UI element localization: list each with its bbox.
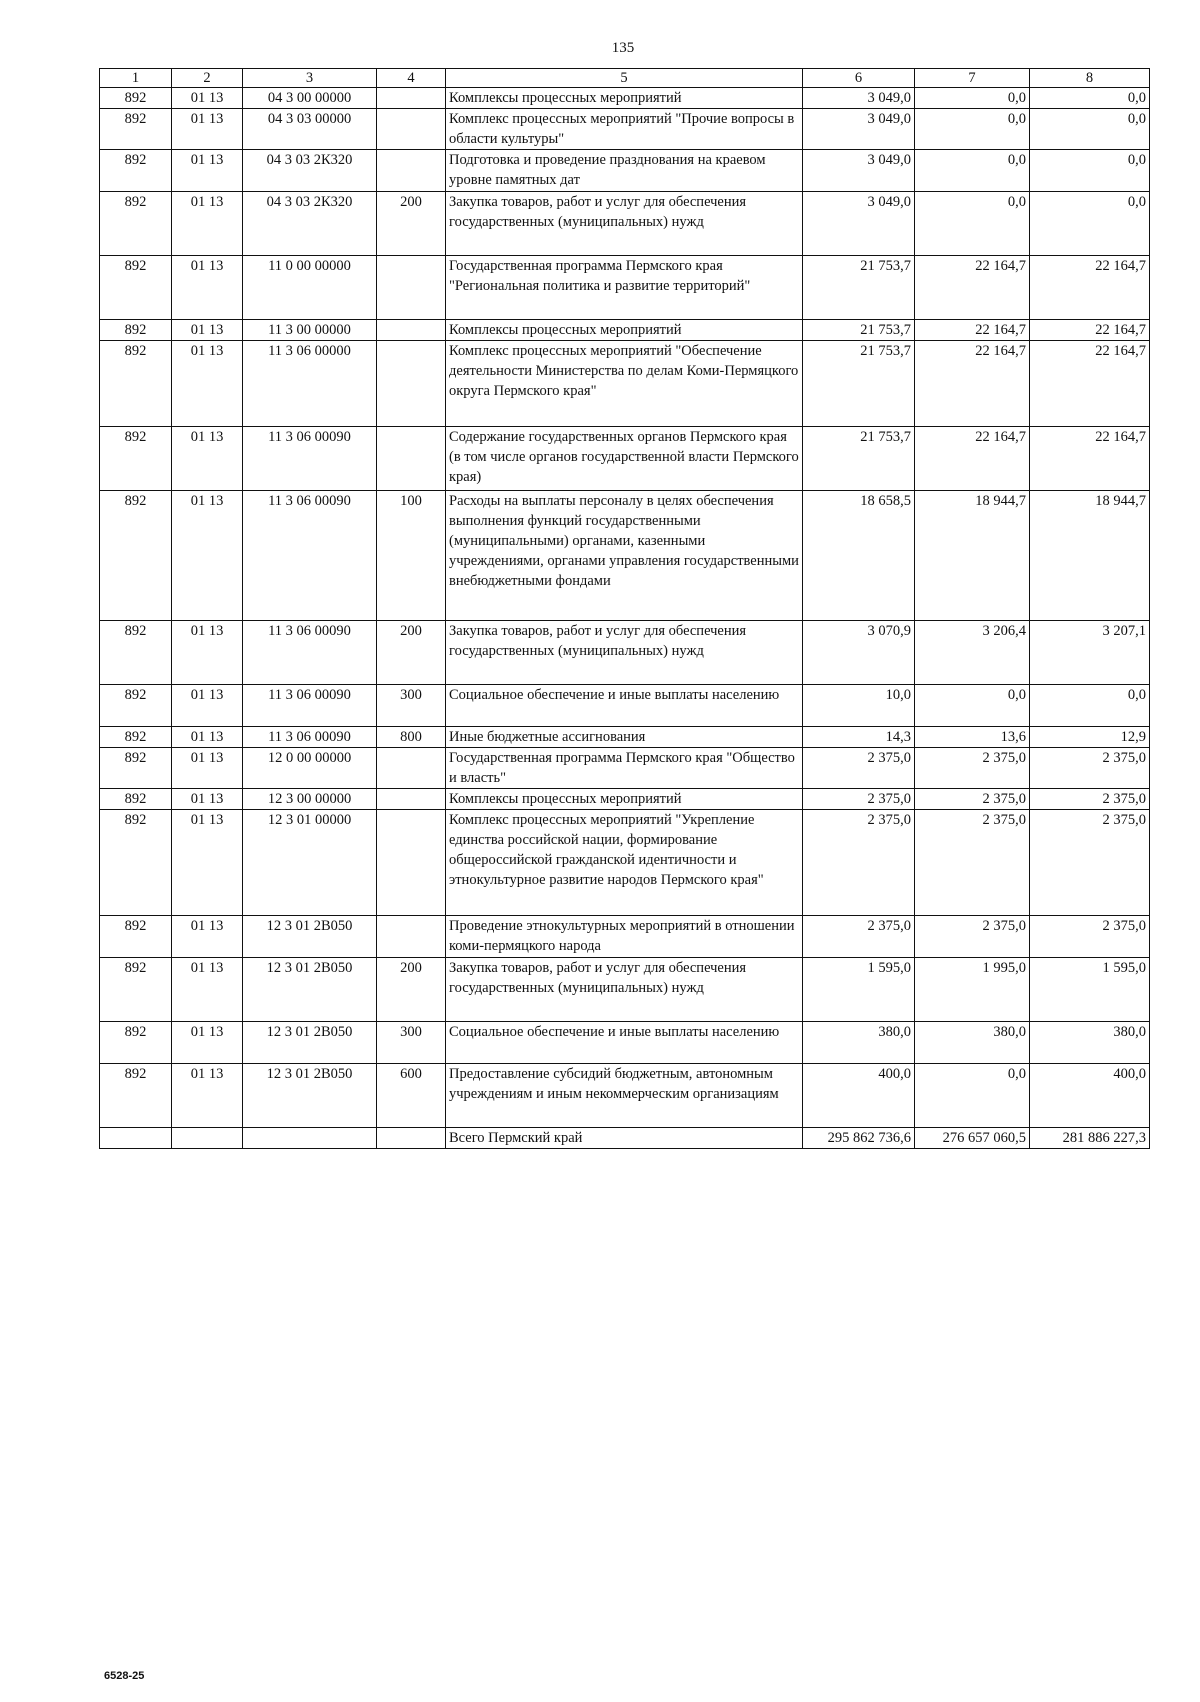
cell-value-6: 14,3 bbox=[803, 727, 915, 748]
cell-name: Комплексы процессных мероприятий bbox=[446, 88, 803, 109]
cell-value-8: 3 207,1 bbox=[1030, 621, 1150, 685]
cell-admin-code: 892 bbox=[100, 150, 172, 192]
table-row bbox=[100, 341, 1150, 427]
cell-value-8: 22 164,7 bbox=[1030, 256, 1150, 320]
cell-name: Расходы на выплаты персоналу в целях обеспечения выполнения функций государственными (муниципальными) органами, казенными учреждениями, органами управления государственными внебюджетными фондами bbox=[446, 491, 803, 621]
cell-name: Комплекс процессных мероприятий "Укрепление единства российской нации, формирование общероссийской гражданской идентичности и этнокультурное развитие народов Пермского края" bbox=[446, 810, 803, 916]
cell-expense-type: 200 bbox=[377, 621, 446, 685]
document-code: 6528-25 bbox=[104, 1670, 145, 1682]
cell-section-code: 01 13 bbox=[172, 427, 243, 491]
cell-expense-type bbox=[377, 789, 446, 810]
cell-value-6: 1 595,0 bbox=[803, 958, 915, 1022]
cell-value-7: 2 375,0 bbox=[915, 789, 1030, 810]
cell-expense-type: 600 bbox=[377, 1064, 446, 1128]
table-row bbox=[100, 748, 1150, 789]
cell-name: Закупка товаров, работ и услуг для обеспечения государственных (муниципальных) нужд bbox=[446, 192, 803, 256]
cell-value-8: 2 375,0 bbox=[1030, 916, 1150, 958]
cell-value-8: 18 944,7 bbox=[1030, 491, 1150, 621]
cell-value-6: 10,0 bbox=[803, 685, 915, 727]
cell-expense-type bbox=[377, 150, 446, 192]
cell-value-7: 13,6 bbox=[915, 727, 1030, 748]
cell-value-6: 21 753,7 bbox=[803, 427, 915, 491]
table-row bbox=[100, 88, 1150, 109]
cell-value-7: 380,0 bbox=[915, 1022, 1030, 1064]
cell-target-code: 11 3 06 00090 bbox=[243, 685, 377, 727]
total-empty-cell bbox=[377, 1128, 446, 1149]
cell-name: Комплексы процессных мероприятий bbox=[446, 320, 803, 341]
cell-name: Государственная программа Пермского края "Общество и власть" bbox=[446, 748, 803, 789]
table-row bbox=[100, 150, 1150, 192]
cell-value-7: 18 944,7 bbox=[915, 491, 1030, 621]
cell-value-6: 2 375,0 bbox=[803, 810, 915, 916]
cell-value-7: 0,0 bbox=[915, 150, 1030, 192]
cell-expense-type bbox=[377, 341, 446, 427]
table-row bbox=[100, 916, 1150, 958]
cell-name: Подготовка и проведение празднования на краевом уровне памятных дат bbox=[446, 150, 803, 192]
table-row bbox=[100, 958, 1150, 1022]
cell-value-8: 0,0 bbox=[1030, 88, 1150, 109]
cell-value-6: 380,0 bbox=[803, 1022, 915, 1064]
cell-name: Проведение этнокультурных мероприятий в отношении коми-пермяцкого народа bbox=[446, 916, 803, 958]
cell-value-7: 0,0 bbox=[915, 685, 1030, 727]
cell-admin-code: 892 bbox=[100, 88, 172, 109]
cell-expense-type bbox=[377, 320, 446, 341]
page-number: 135 bbox=[611, 40, 635, 56]
table-row bbox=[100, 427, 1150, 491]
cell-section-code: 01 13 bbox=[172, 621, 243, 685]
cell-target-code: 11 3 06 00090 bbox=[243, 491, 377, 621]
header-col-7: 7 bbox=[915, 69, 1030, 88]
cell-section-code: 01 13 bbox=[172, 341, 243, 427]
cell-value-6: 2 375,0 bbox=[803, 748, 915, 789]
cell-section-code: 01 13 bbox=[172, 1022, 243, 1064]
cell-value-7: 0,0 bbox=[915, 192, 1030, 256]
cell-value-8: 22 164,7 bbox=[1030, 320, 1150, 341]
cell-target-code: 12 0 00 00000 bbox=[243, 748, 377, 789]
cell-value-8: 1 595,0 bbox=[1030, 958, 1150, 1022]
table-row bbox=[100, 1022, 1150, 1064]
cell-value-8: 22 164,7 bbox=[1030, 341, 1150, 427]
cell-target-code: 04 3 03 2К320 bbox=[243, 150, 377, 192]
cell-section-code: 01 13 bbox=[172, 958, 243, 1022]
cell-section-code: 01 13 bbox=[172, 88, 243, 109]
cell-target-code: 11 0 00 00000 bbox=[243, 256, 377, 320]
cell-expense-type: 300 bbox=[377, 685, 446, 727]
cell-section-code: 01 13 bbox=[172, 109, 243, 150]
table-row bbox=[100, 810, 1150, 916]
cell-admin-code: 892 bbox=[100, 916, 172, 958]
header-col-1: 1 bbox=[100, 69, 172, 88]
cell-value-6: 21 753,7 bbox=[803, 341, 915, 427]
cell-value-6: 3 049,0 bbox=[803, 88, 915, 109]
cell-value-6: 3 049,0 bbox=[803, 150, 915, 192]
cell-value-6: 3 070,9 bbox=[803, 621, 915, 685]
cell-target-code: 11 3 06 00090 bbox=[243, 621, 377, 685]
cell-value-6: 2 375,0 bbox=[803, 789, 915, 810]
cell-value-6: 3 049,0 bbox=[803, 192, 915, 256]
cell-section-code: 01 13 bbox=[172, 150, 243, 192]
cell-expense-type bbox=[377, 916, 446, 958]
cell-section-code: 01 13 bbox=[172, 1064, 243, 1128]
total-value-8: 281 886 227,3 bbox=[1030, 1128, 1150, 1149]
cell-value-8: 2 375,0 bbox=[1030, 748, 1150, 789]
table-row bbox=[100, 789, 1150, 810]
cell-value-8: 0,0 bbox=[1030, 109, 1150, 150]
header-col-5: 5 bbox=[446, 69, 803, 88]
header-col-2: 2 bbox=[172, 69, 243, 88]
cell-target-code: 12 3 01 2В050 bbox=[243, 1022, 377, 1064]
cell-section-code: 01 13 bbox=[172, 256, 243, 320]
cell-target-code: 12 3 00 00000 bbox=[243, 789, 377, 810]
cell-target-code: 11 3 06 00000 bbox=[243, 341, 377, 427]
cell-admin-code: 892 bbox=[100, 341, 172, 427]
table-row bbox=[100, 1064, 1150, 1128]
cell-value-7: 22 164,7 bbox=[915, 341, 1030, 427]
cell-section-code: 01 13 bbox=[172, 748, 243, 789]
cell-target-code: 12 3 01 2В050 bbox=[243, 1064, 377, 1128]
cell-section-code: 01 13 bbox=[172, 810, 243, 916]
header-row bbox=[100, 69, 1150, 88]
cell-section-code: 01 13 bbox=[172, 192, 243, 256]
cell-admin-code: 892 bbox=[100, 1064, 172, 1128]
cell-section-code: 01 13 bbox=[172, 789, 243, 810]
cell-name: Иные бюджетные ассигнования bbox=[446, 727, 803, 748]
cell-name: Закупка товаров, работ и услуг для обеспечения государственных (муниципальных) нужд bbox=[446, 621, 803, 685]
cell-name: Социальное обеспечение и иные выплаты населению bbox=[446, 685, 803, 727]
cell-name: Комплексы процессных мероприятий bbox=[446, 789, 803, 810]
cell-admin-code: 892 bbox=[100, 621, 172, 685]
cell-section-code: 01 13 bbox=[172, 685, 243, 727]
cell-expense-type bbox=[377, 109, 446, 150]
cell-admin-code: 892 bbox=[100, 1022, 172, 1064]
cell-expense-type bbox=[377, 88, 446, 109]
cell-admin-code: 892 bbox=[100, 685, 172, 727]
cell-value-8: 0,0 bbox=[1030, 685, 1150, 727]
cell-value-6: 21 753,7 bbox=[803, 256, 915, 320]
cell-expense-type: 200 bbox=[377, 192, 446, 256]
cell-value-7: 2 375,0 bbox=[915, 810, 1030, 916]
table-row bbox=[100, 192, 1150, 256]
cell-value-7: 3 206,4 bbox=[915, 621, 1030, 685]
cell-value-8: 2 375,0 bbox=[1030, 789, 1150, 810]
cell-admin-code: 892 bbox=[100, 789, 172, 810]
cell-expense-type: 100 bbox=[377, 491, 446, 621]
cell-admin-code: 892 bbox=[100, 727, 172, 748]
table-row bbox=[100, 256, 1150, 320]
table-row bbox=[100, 491, 1150, 621]
cell-value-7: 22 164,7 bbox=[915, 320, 1030, 341]
total-value-6: 295 862 736,6 bbox=[803, 1128, 915, 1149]
table-row bbox=[100, 109, 1150, 150]
header-col-8: 8 bbox=[1030, 69, 1150, 88]
header-col-4: 4 bbox=[377, 69, 446, 88]
cell-section-code: 01 13 bbox=[172, 320, 243, 341]
cell-name: Социальное обеспечение и иные выплаты населению bbox=[446, 1022, 803, 1064]
cell-value-8: 22 164,7 bbox=[1030, 427, 1150, 491]
cell-admin-code: 892 bbox=[100, 810, 172, 916]
total-empty-cell bbox=[172, 1128, 243, 1149]
cell-value-7: 22 164,7 bbox=[915, 256, 1030, 320]
cell-admin-code: 892 bbox=[100, 427, 172, 491]
cell-admin-code: 892 bbox=[100, 256, 172, 320]
cell-section-code: 01 13 bbox=[172, 916, 243, 958]
cell-value-8: 2 375,0 bbox=[1030, 810, 1150, 916]
table-row bbox=[100, 685, 1150, 727]
total-row bbox=[100, 1128, 1150, 1149]
cell-admin-code: 892 bbox=[100, 320, 172, 341]
header-col-3: 3 bbox=[243, 69, 377, 88]
cell-section-code: 01 13 bbox=[172, 727, 243, 748]
total-empty-cell bbox=[243, 1128, 377, 1149]
cell-value-8: 0,0 bbox=[1030, 150, 1150, 192]
cell-value-7: 22 164,7 bbox=[915, 427, 1030, 491]
total-empty-cell bbox=[100, 1128, 172, 1149]
cell-value-7: 1 995,0 bbox=[915, 958, 1030, 1022]
cell-value-7: 0,0 bbox=[915, 109, 1030, 150]
cell-expense-type bbox=[377, 256, 446, 320]
table-row bbox=[100, 727, 1150, 748]
cell-name: Государственная программа Пермского края "Региональная политика и развитие территорий" bbox=[446, 256, 803, 320]
cell-name: Комплекс процессных мероприятий "Обеспечение деятельности Министерства по делам Коми-Пермяцкого округа Пермского края" bbox=[446, 341, 803, 427]
header-col-6: 6 bbox=[803, 69, 915, 88]
cell-value-7: 2 375,0 bbox=[915, 748, 1030, 789]
cell-expense-type: 300 bbox=[377, 1022, 446, 1064]
cell-name: Закупка товаров, работ и услуг для обеспечения государственных (муниципальных) нужд bbox=[446, 958, 803, 1022]
cell-target-code: 12 3 01 00000 bbox=[243, 810, 377, 916]
total-label: Всего Пермский край bbox=[446, 1128, 803, 1149]
cell-admin-code: 892 bbox=[100, 748, 172, 789]
table-row bbox=[100, 621, 1150, 685]
cell-value-6: 2 375,0 bbox=[803, 916, 915, 958]
cell-target-code: 04 3 00 00000 bbox=[243, 88, 377, 109]
cell-admin-code: 892 bbox=[100, 958, 172, 1022]
cell-name: Содержание государственных органов Пермского края (в том числе органов государственной власти Пермского края) bbox=[446, 427, 803, 491]
cell-name: Комплекс процессных мероприятий "Прочие вопросы в области культуры" bbox=[446, 109, 803, 150]
cell-value-8: 0,0 bbox=[1030, 192, 1150, 256]
cell-name: Предоставление субсидий бюджетным, автономным учреждениям и иным некоммерческим организациям bbox=[446, 1064, 803, 1128]
cell-target-code: 04 3 03 2К320 bbox=[243, 192, 377, 256]
cell-value-6: 21 753,7 bbox=[803, 320, 915, 341]
cell-admin-code: 892 bbox=[100, 109, 172, 150]
cell-expense-type: 200 bbox=[377, 958, 446, 1022]
cell-value-8: 400,0 bbox=[1030, 1064, 1150, 1128]
budget-table bbox=[99, 68, 1150, 1149]
cell-value-8: 12,9 bbox=[1030, 727, 1150, 748]
cell-expense-type bbox=[377, 748, 446, 789]
cell-value-6: 400,0 bbox=[803, 1064, 915, 1128]
cell-expense-type bbox=[377, 427, 446, 491]
cell-value-7: 2 375,0 bbox=[915, 916, 1030, 958]
cell-target-code: 11 3 06 00090 bbox=[243, 427, 377, 491]
cell-value-6: 3 049,0 bbox=[803, 109, 915, 150]
cell-target-code: 12 3 01 2В050 bbox=[243, 916, 377, 958]
cell-value-7: 0,0 bbox=[915, 88, 1030, 109]
cell-target-code: 12 3 01 2В050 bbox=[243, 958, 377, 1022]
cell-admin-code: 892 bbox=[100, 491, 172, 621]
cell-expense-type: 800 bbox=[377, 727, 446, 748]
table-row bbox=[100, 320, 1150, 341]
cell-target-code: 11 3 06 00090 bbox=[243, 727, 377, 748]
cell-section-code: 01 13 bbox=[172, 491, 243, 621]
total-value-7: 276 657 060,5 bbox=[915, 1128, 1030, 1149]
cell-expense-type bbox=[377, 810, 446, 916]
cell-target-code: 04 3 03 00000 bbox=[243, 109, 377, 150]
cell-value-8: 380,0 bbox=[1030, 1022, 1150, 1064]
cell-target-code: 11 3 00 00000 bbox=[243, 320, 377, 341]
cell-value-7: 0,0 bbox=[915, 1064, 1030, 1128]
cell-value-6: 18 658,5 bbox=[803, 491, 915, 621]
cell-admin-code: 892 bbox=[100, 192, 172, 256]
